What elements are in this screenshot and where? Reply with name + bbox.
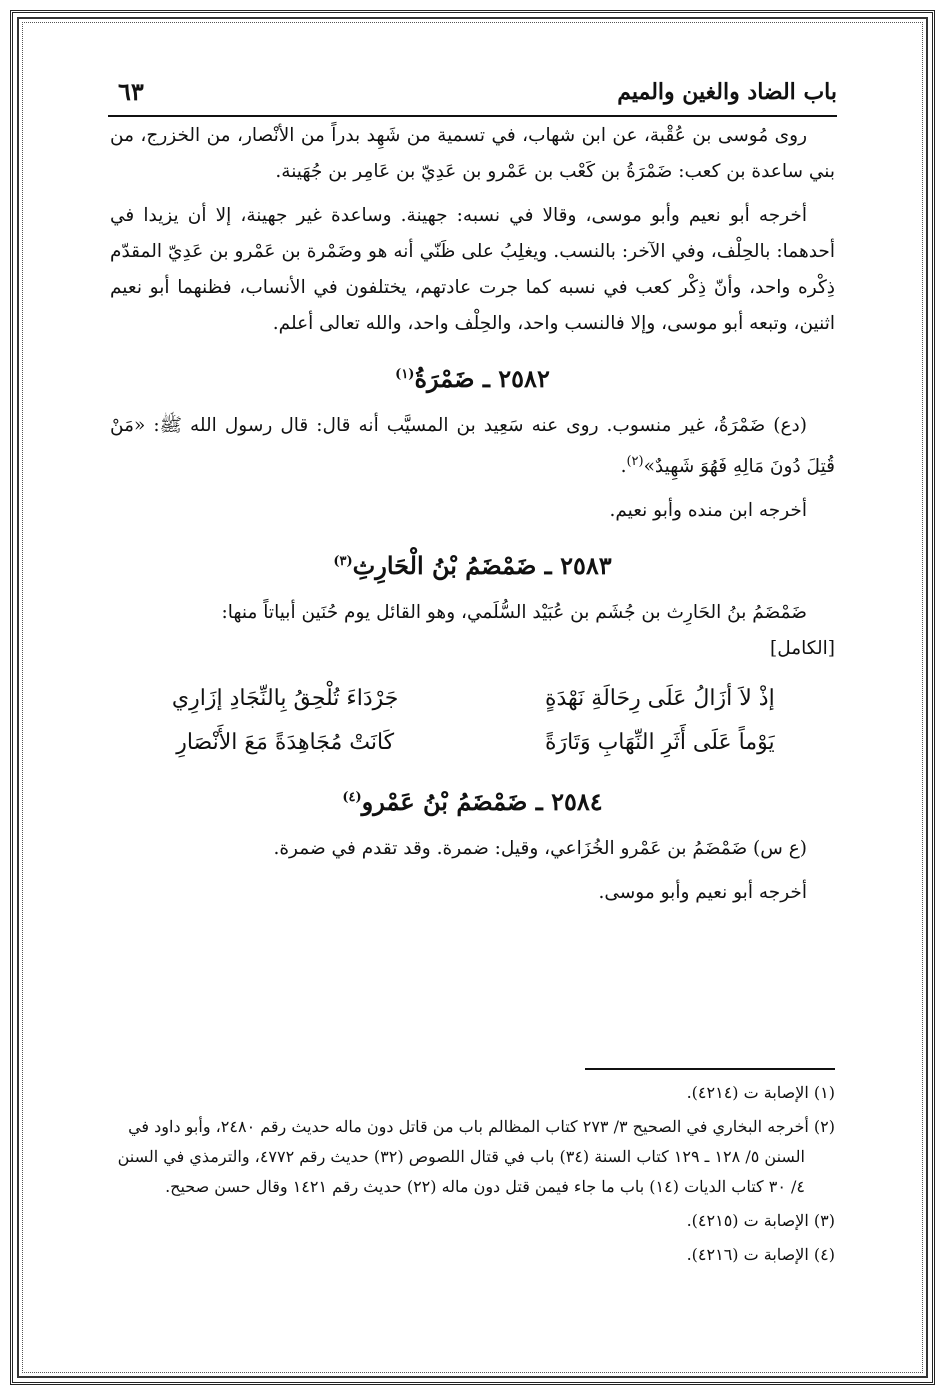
footnote-1: (١) الإصابة ت (٤٢١٤). (686, 1083, 835, 1102)
hemistich-left: جَرْدَاءَ تُلْحِقُ بِالنِّجَادِ إزَارِي (171, 686, 399, 712)
paragraph-3: (دع) ضَمْرَةُ، غير منسوب. روى عنه سَعِيد بن المسيَّب أنه قال: قال رسول الله ﷺ: «مَنْ قُتِلَ دُونَ مَالِهِ فَهُوَ شَهِيدٌ»$^{(٢)}$. (110, 415, 835, 478)
hemistich-right: إذْ لاَ أزَالُ عَلَى رِحَالَةِ نَهْدَةٍ (544, 686, 775, 712)
paragraph-3-text: (دع) ضَمْرَةُ، غير منسوب. روى عنه سَعِيد بن المسيَّب أنه قال: قال رسول الله ﷺ: «مَنْ قُتِلَ دُونَ مَالِهِ فَهُوَ شَهِيدٌ» (110, 415, 835, 478)
page-header (108, 75, 837, 117)
hemistich-right: يَوْماً عَلَى أَثَرِ النِّهَابِ وَتَارَةً (544, 730, 775, 756)
paragraph-2: أخرجه أبو نعيم وأبو موسى، وقالا في نسبه: جهينة. وساعدة غير جهينة، إلا أن يزيدا في أحدهما: بالحِلْف، وفي الآخر: بالنسب. ويغلِبُ على ظَنّي أنه هو وضَمْرة بن عَمْرو بن عَدِيّ المقدّم ذِكْره واحد، وأنّ ذِكْر كعب في نسبه كما جرت عادتهم، يختلفون في الأنساب، فظنهما أبو نعيم اثنين، وتبعه أبو موسى، وإلا فالنسب واحد، والحِلْف واحد، والله تعالى أعلم. (110, 205, 835, 334)
entry-heading-2583 (110, 543, 835, 585)
main-text (110, 118, 835, 919)
running-title: باب الضاد والغين والميم (617, 79, 837, 105)
hemistich-left: كَانَتْ مُجَاهِدَةً مَعَ الأَنْصَارِ (176, 730, 395, 756)
entry-heading-text: ٢٥٨٢ ـ ضَمْرَةُ (414, 364, 550, 393)
entry-heading-2582 (110, 356, 835, 398)
footnote-ref: (٤) (342, 790, 362, 806)
footnote-4: (٤) الإصابة ت (٤٢١٦). (686, 1245, 835, 1264)
entry-heading-2584 (110, 779, 835, 821)
paragraph-6: (ع س) ضَمْضَمُ بن عَمْرو الخُزَاعي، وقيل: ضمرة. وقد تقدم في ضمرة. (273, 838, 807, 860)
footnote-separator (585, 1068, 835, 1070)
paragraph-5: ضَمْضَمُ بنُ الحَارِث بن جُشَم بن عُبَيْد السُّلَمي، وهو القائل يوم حُنَين أبياتاً منها: (221, 602, 807, 624)
paragraph-1: روى مُوسى بن عُقْبة، عن ابن شهاب، في تسمية من شَهِد بدراً من الأنْصار، من الخزرج، من بني ساعدة بن كعب: ضَمْرَةُ بن كَعْب بن عَمْرو بن عَدِيّ بن عَامِر بن جُهَينة. (110, 125, 835, 182)
footnotes (110, 1078, 835, 1274)
paragraph-4: أخرجه ابن منده وأبو نعيم. (609, 500, 807, 522)
paragraph-7: أخرجه أبو نعيم وأبو موسى. (598, 882, 807, 904)
poetic-meter: [الكامل] (770, 638, 835, 660)
footnote-ref: (١) (395, 367, 415, 382)
footnote-2: (٢) أخرجه البخاري في الصحيح ٣/ ٢٧٣ كتاب المظالم باب من قاتل دون ماله حديث رقم ٢٤٨٠، وأبو داود في السنن ٥/ ١٢٨ ـ ١٢٩ كتاب السنة (٣٤) باب في قتال اللصوص (٣٢) حديث رقم ٤٧٧٢، والترمذي في السنن ٤/ ٣٠ كتاب الديات (١٤) باب ما جاء فيمن قتل دون ماله (٢٢) حديث رقم ١٤٢١ وقال حسن صحيح. (117, 1117, 835, 1196)
entry-heading-text: ٢٥٨٣ ـ ضَمْضَمُ بْنُ الْحَارِثِ (352, 551, 612, 581)
footnote-3: (٣) الإصابة ت (٤٢١٥). (686, 1211, 835, 1230)
footnote-ref: (٣) (333, 554, 353, 570)
verse-line-1 (110, 677, 835, 721)
page-number: ٦٣ (118, 77, 144, 106)
entry-heading-text: ٢٥٨٤ ـ ضَمْضَمُ بْنُ عَمْرو (361, 787, 603, 817)
verse-line-2 (110, 721, 835, 765)
footnote-ref: (٢) (626, 454, 644, 469)
